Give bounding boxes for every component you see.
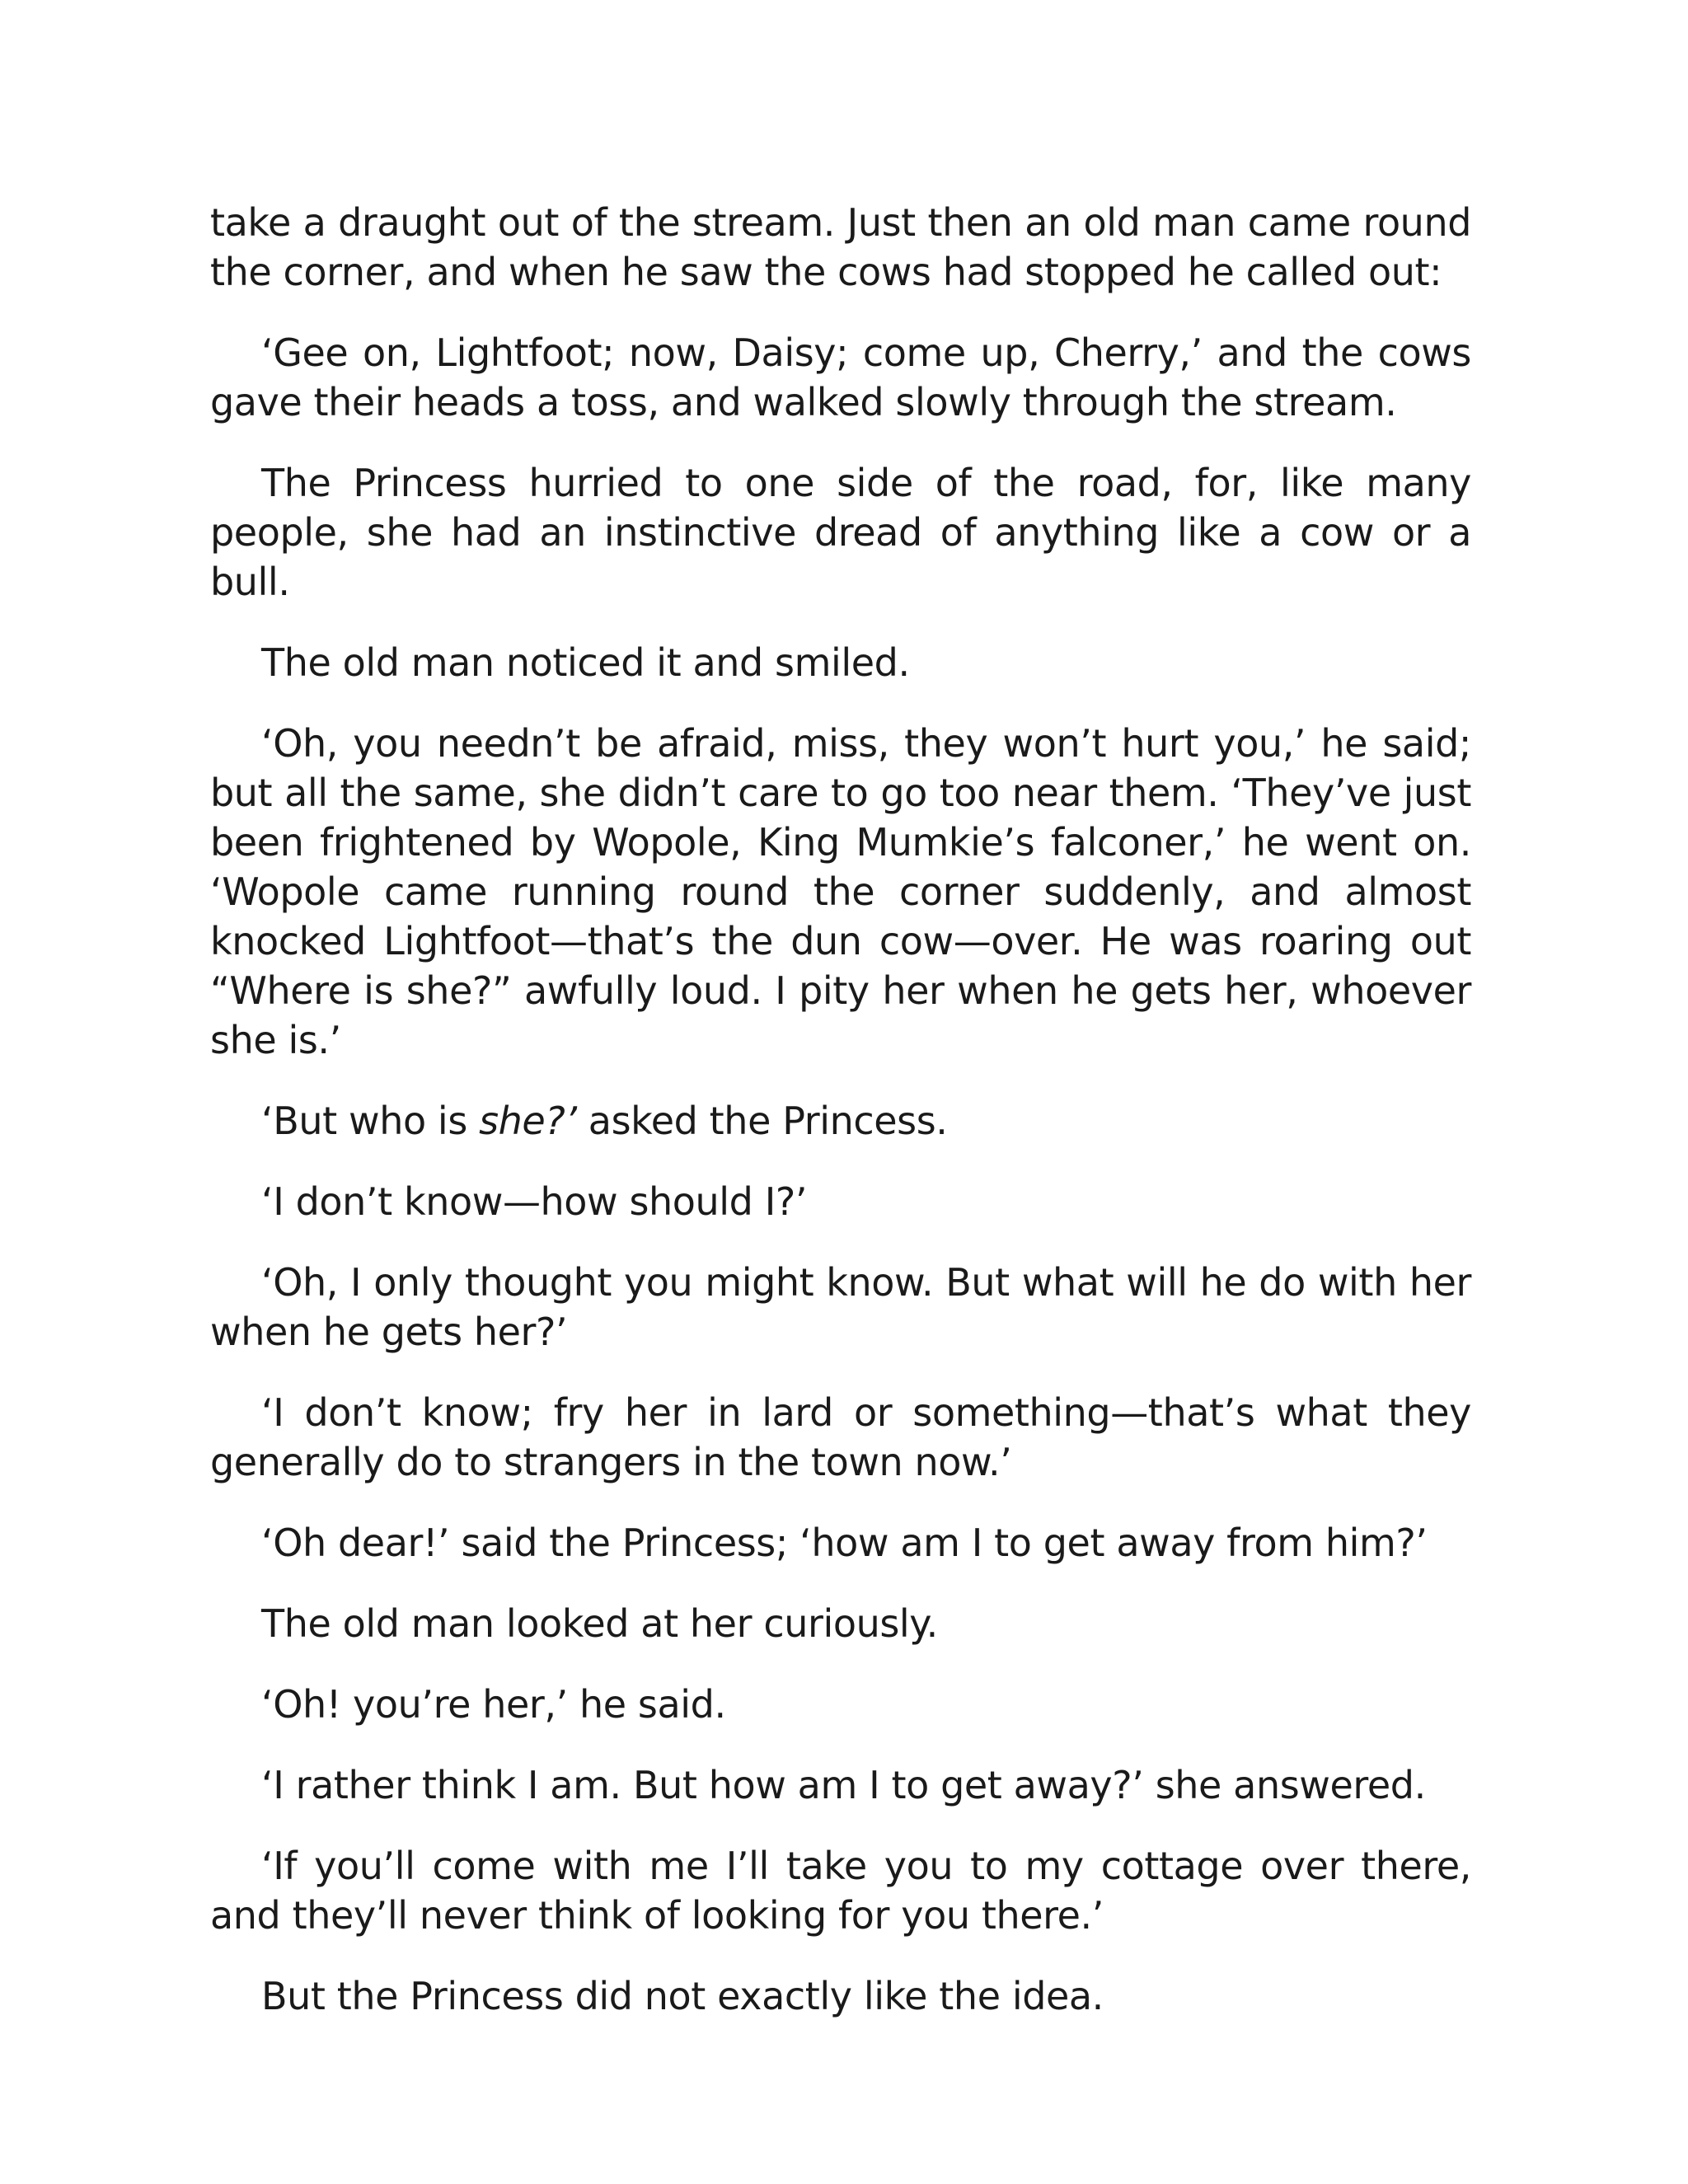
paragraph-12: ‘Oh! you’re her,’ he said. [261,1682,726,1727]
paragraph-8: ‘Oh, I only thought you might know. But what will he do with her when he gets her?’ [210,1260,1471,1354]
paragraph-2: ‘Gee on, Lightfoot; now, Daisy; come up, Cherry,’ and the cows gave their heads a toss, and walked slowly through the stream. [210,330,1471,424]
paragraph-6-post: asked the Princess. [576,1099,948,1143]
paragraph-13: ‘I rather think I am. But how am I to get away?’ she answered. [261,1763,1426,1807]
paragraph-14: ‘If you’ll come with me I’ll take you to my cottage over there, and they’ll never think of looking for you there.’ [210,1844,1471,1938]
paragraph-15: But the Princess did not exactly like the idea. [261,1974,1104,2018]
paragraph-6 [210,1096,1471,1146]
paragraph-4: The old man noticed it and smiled. [261,640,910,685]
paragraph-11: The old man looked at her curiously. [261,1601,938,1646]
paragraph-1: take a draught out of the stream. Just then an old man came round the corner, and when he saw the cows had stopped he called out: [210,200,1471,294]
paragraph-9: ‘I don’t know; fry her in lard or something—that’s what they generally do to strangers in the town now.’ [210,1390,1471,1484]
paragraph-10: ‘Oh dear!’ said the Princess; ‘how am I to get away from him?’ [261,1521,1428,1565]
paragraph-6-emphasis: she?’ [479,1099,577,1143]
page-body [210,198,1471,2021]
paragraph-6-pre: ‘But who is [261,1099,480,1143]
paragraph-5: ‘Oh, you needn’t be afraid, miss, they won’t hurt you,’ he said; but all the same, she didn’t care to go too near them. ‘They’ve just been frightened by Wopole, King Mumkie’s falconer,’ he went on. ‘Wopole came running round the corner suddenly, and almost knocked Lightfoot—that’s the dun cow—over. He was roaring out “Where is she?” awfully loud. I pity her when he gets her, whoever she is.’ [210,721,1471,1062]
paragraph-3: The Princess hurried to one side of the road, for, like many people, she had an instinctive dread of anything like a cow or a bull. [210,461,1471,604]
paragraph-7: ‘I don’t know—how should I?’ [261,1179,808,1224]
